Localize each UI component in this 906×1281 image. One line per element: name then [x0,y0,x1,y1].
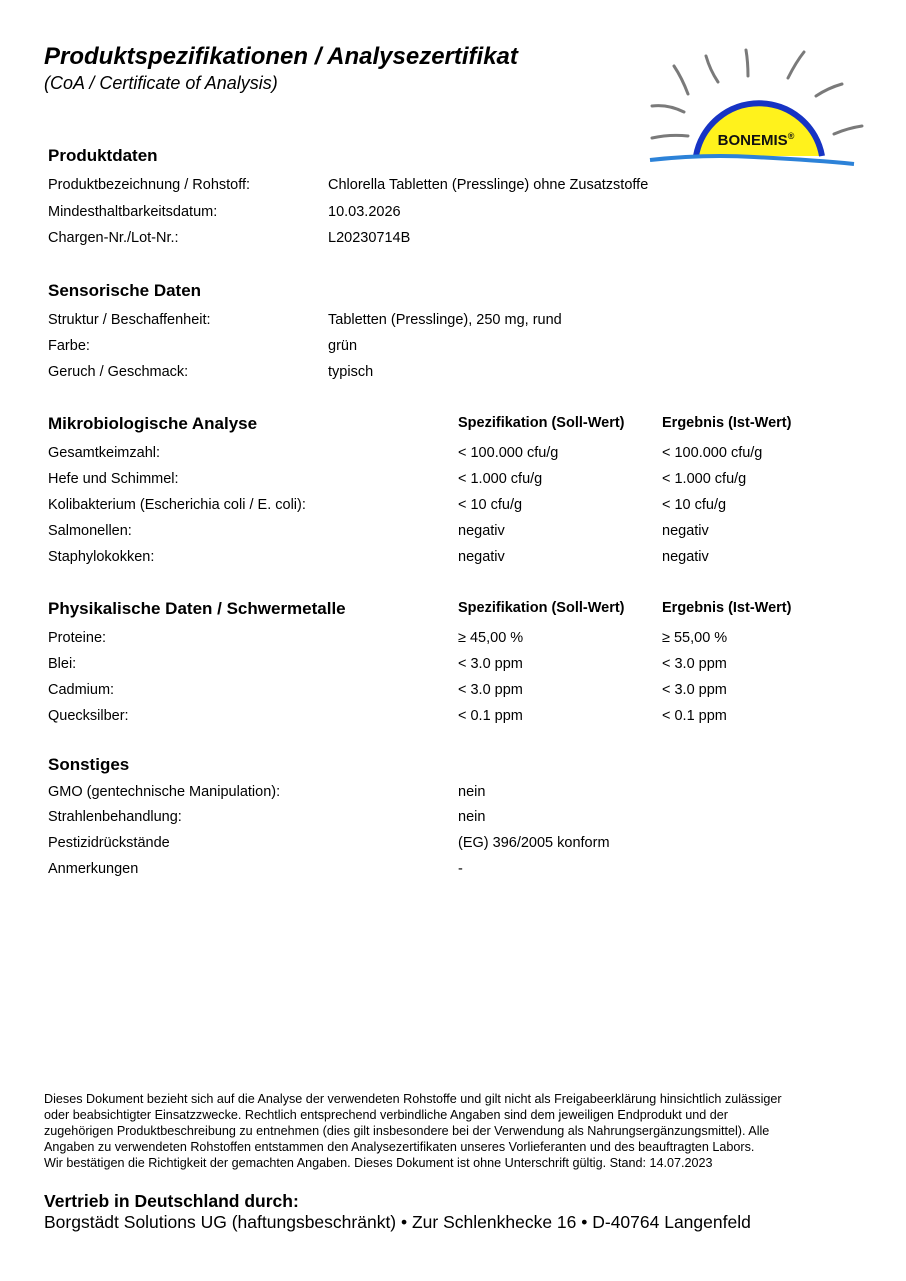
chargen-label: Chargen-Nr./Lot-Nr.: [48,230,179,246]
produktbezeichnung-label: Produktbezeichnung / Rohstoff: [48,177,251,193]
table-row-result: ≥ 55,00 % [662,630,728,646]
table-row-label: Staphylokokken: [48,549,155,565]
document-title: Produktspezifikationen / Analysezertifikat [44,43,518,70]
table-row-spec: < 3.0 ppm [458,656,523,672]
mikro-spec-header: Spezifikation (Soll-Wert) [458,415,625,431]
chargen-value: L20230714B [328,230,411,246]
anmerkungen-label: Anmerkungen [48,861,139,877]
table-row-result: negativ [662,523,709,539]
geruch-value: typisch [328,364,374,380]
pestizid-label: Pestizidrückstände [48,835,170,851]
table-row-spec: < 1.000 cfu/g [458,471,543,487]
section-heading-sonstiges: Sonstiges [48,755,130,774]
table-row-spec: < 0.1 ppm [458,708,523,724]
disclaimer-line: Wir bestätigen die Richtigkeit der gemachten Angaben. Dieses Dokument ist ohne Unterschrift gültig. Stand: 14.07.2023 [44,1156,713,1170]
mikro-result-header: Ergebnis (Ist-Wert) [662,415,792,431]
table-row-spec: < 3.0 ppm [458,682,523,698]
gmo-value: nein [458,784,486,800]
table-row-label: Hefe und Schimmel: [48,471,179,487]
table-row-result: negativ [662,549,709,565]
table-row-result: < 0.1 ppm [662,708,727,724]
table-row-label: Blei: [48,656,77,672]
table-row-label: Gesamtkeimzahl: [48,445,161,461]
pestizid-value: (EG) 396/2005 konform [458,835,610,851]
table-row-spec: negativ [458,549,505,565]
disclaimer-line: Dieses Dokument bezieht sich auf die Analyse der verwendeten Rohstoffe und gilt nicht als Freigabeerklärung hinsichtlich zulässiger [44,1092,782,1106]
strahlen-value: nein [458,809,486,825]
table-row-spec: < 100.000 cfu/g [458,445,559,461]
physik-result-header: Ergebnis (Ist-Wert) [662,600,792,616]
water-line [650,156,854,164]
table-row-label: Kolibakterium (Escherichia coli / E. coli): [48,497,306,513]
struktur-label: Struktur / Beschaffenheit: [48,312,211,328]
anmerkungen-value: - [458,861,463,877]
gmo-label: GMO (gentechnische Manipulation): [48,784,281,800]
table-row-result: < 3.0 ppm [662,682,727,698]
footer-heading: Vertrieb in Deutschland durch: [44,1191,299,1211]
table-row-spec: negativ [458,523,505,539]
section-heading-mikro: Mikrobiologische Analyse [48,414,258,433]
table-row-spec: ≥ 45,00 % [458,630,524,646]
farbe-label: Farbe: [48,338,90,354]
footer-address: Borgstädt Solutions UG (haftungsbeschränkt) • Zur Schlenkhecke 16 • D-40764 Langenfeld [44,1212,751,1232]
mhd-label: Mindesthaltbarkeitsdatum: [48,204,218,220]
table-row-label: Proteine: [48,630,107,646]
section-heading-sensorik: Sensorische Daten [48,281,202,300]
bonemis-logo [644,44,866,168]
disclaimer-text [44,1091,864,1171]
table-row-label: Quecksilber: [48,708,129,724]
table-row-result: < 100.000 cfu/g [662,445,763,461]
logo-text: BONEMIS® [717,131,795,149]
table-row-spec: < 10 cfu/g [458,497,523,513]
document-subtitle: (CoA / Certificate of Analysis) [44,73,278,93]
strahlen-label: Strahlenbehandlung: [48,809,182,825]
table-row-result: < 10 cfu/g [662,497,727,513]
table-row-label: Salmonellen: [48,523,132,539]
sun-logo-graphic [644,44,866,168]
table-row-result: < 3.0 ppm [662,656,727,672]
table-row-label: Cadmium: [48,682,115,698]
disclaimer-line: Angaben zu verwendeten Rohstoffen entstammen den Analysezertifikaten unseres Vorlieferanten und des beauftragten Labors. [44,1140,755,1154]
farbe-value: grün [328,338,358,354]
section-heading-physik: Physikalische Daten / Schwermetalle [48,599,346,618]
geruch-label: Geruch / Geschmack: [48,364,189,380]
physik-spec-header: Spezifikation (Soll-Wert) [458,600,625,616]
disclaimer-line: oder beabsichtigter Einsatzzwecke. Rechtlich entsprechend verbindliche Angaben sind dem jeweiligen Endprodukt und der [44,1108,728,1122]
section-heading-produktdaten: Produktdaten [48,146,158,165]
disclaimer-line: zugehörigen Produktbeschreibung zu entnehmen (dies gilt insbesondere bei der Verwendung als Nahrungsergänzungsmittel). Alle [44,1124,770,1138]
table-row-result: < 1.000 cfu/g [662,471,747,487]
mhd-value: 10.03.2026 [328,204,401,220]
struktur-value: Tabletten (Presslinge), 250 mg, rund [328,312,562,328]
produktbezeichnung-value: Chlorella Tabletten (Presslinge) ohne Zusatzstoffe [328,177,649,193]
